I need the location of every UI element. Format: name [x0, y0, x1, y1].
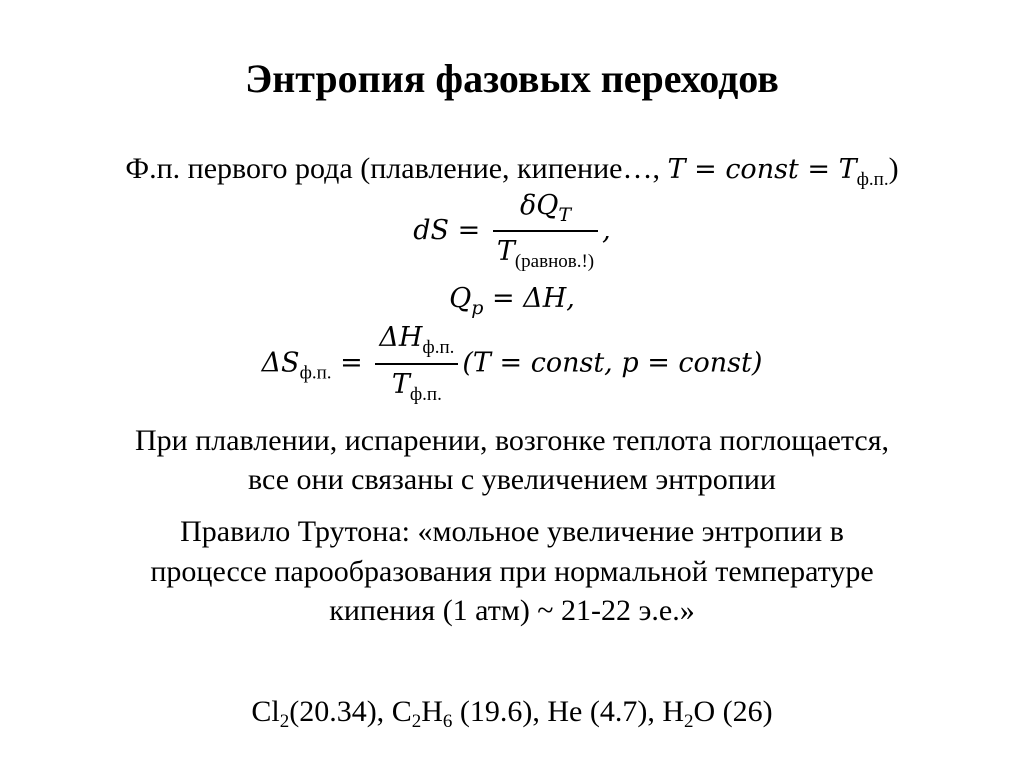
para2-line1: Правило Трутона: «мольное увеличение энтропии в [180, 515, 844, 548]
equation-delta-s [0, 322, 1024, 406]
eq1-den: T [496, 236, 515, 267]
intro-line [0, 152, 1024, 191]
eq3-num-sub: ф.п. [422, 337, 455, 358]
intro-lead: Ф.п. первого рода (плавление, кипение…, [125, 152, 668, 185]
eq3-condition: (T = const, p = const) [462, 347, 763, 379]
equation-qp [0, 283, 1024, 319]
intro-T-fp: T [838, 154, 857, 185]
intro-close: ) [888, 152, 899, 185]
eq1-num-sub: T [558, 204, 572, 226]
eq1-lhs: dS = [413, 215, 489, 246]
ex-cl-val: (20.34), [289, 695, 392, 728]
slide-title: Энтропия фазовых переходов [245, 56, 779, 101]
ex-h2: H [662, 695, 684, 728]
para1-line2: все они связаны с увеличением энтропии [248, 463, 776, 496]
ex-h: H [421, 695, 443, 728]
eq3-den: T [391, 369, 410, 400]
equation-ds [0, 190, 1024, 273]
eq2-lhs: Q [449, 283, 472, 314]
eq3-eq: = [331, 347, 372, 379]
eq2-rhs: = ΔH, [483, 283, 575, 314]
intro-T-fp-sub: ф.п. [856, 169, 889, 190]
ex-cl: Cl [251, 695, 280, 728]
ex-c-val: (19.6), [452, 695, 548, 728]
ex-c-sub: 2 [411, 711, 422, 732]
eq1-den-sub: (равнов.!) [514, 251, 595, 272]
para1-line1: При плавлении, испарении, возгонке теплота поглощается, [134, 424, 890, 457]
intro-const: const [725, 154, 799, 185]
eq1-fraction [493, 190, 598, 273]
ex-cl-sub: 2 [279, 711, 290, 732]
ex-o: O (26) [693, 695, 773, 728]
examples-line [0, 695, 1024, 732]
eq3-num: ΔH [379, 322, 423, 353]
para2-line2: процессе парообразования при нормальной температуре [150, 555, 874, 588]
eq2-lhs-sub: p [471, 297, 484, 319]
eq3-lhs: ΔS [261, 347, 300, 379]
eq1-num: δQ [519, 190, 559, 221]
eq1-trail: , [602, 215, 611, 246]
eq3-lhs-sub: ф.п. [299, 362, 332, 384]
para2-line3: кипения (1 атм) ~ 21-22 э.е.» [329, 594, 695, 627]
intro-eq-1: = [685, 154, 726, 185]
intro-T: T [667, 154, 686, 185]
eq3-den-sub: ф.п. [409, 384, 442, 405]
ex-c: C [391, 695, 412, 728]
eq3-fraction [375, 322, 458, 406]
ex-h-sub: 6 [442, 711, 453, 732]
ex-h2-sub: 2 [684, 711, 694, 732]
ex-he: He (4.7), [547, 695, 663, 728]
intro-eq-2: = [798, 154, 839, 185]
